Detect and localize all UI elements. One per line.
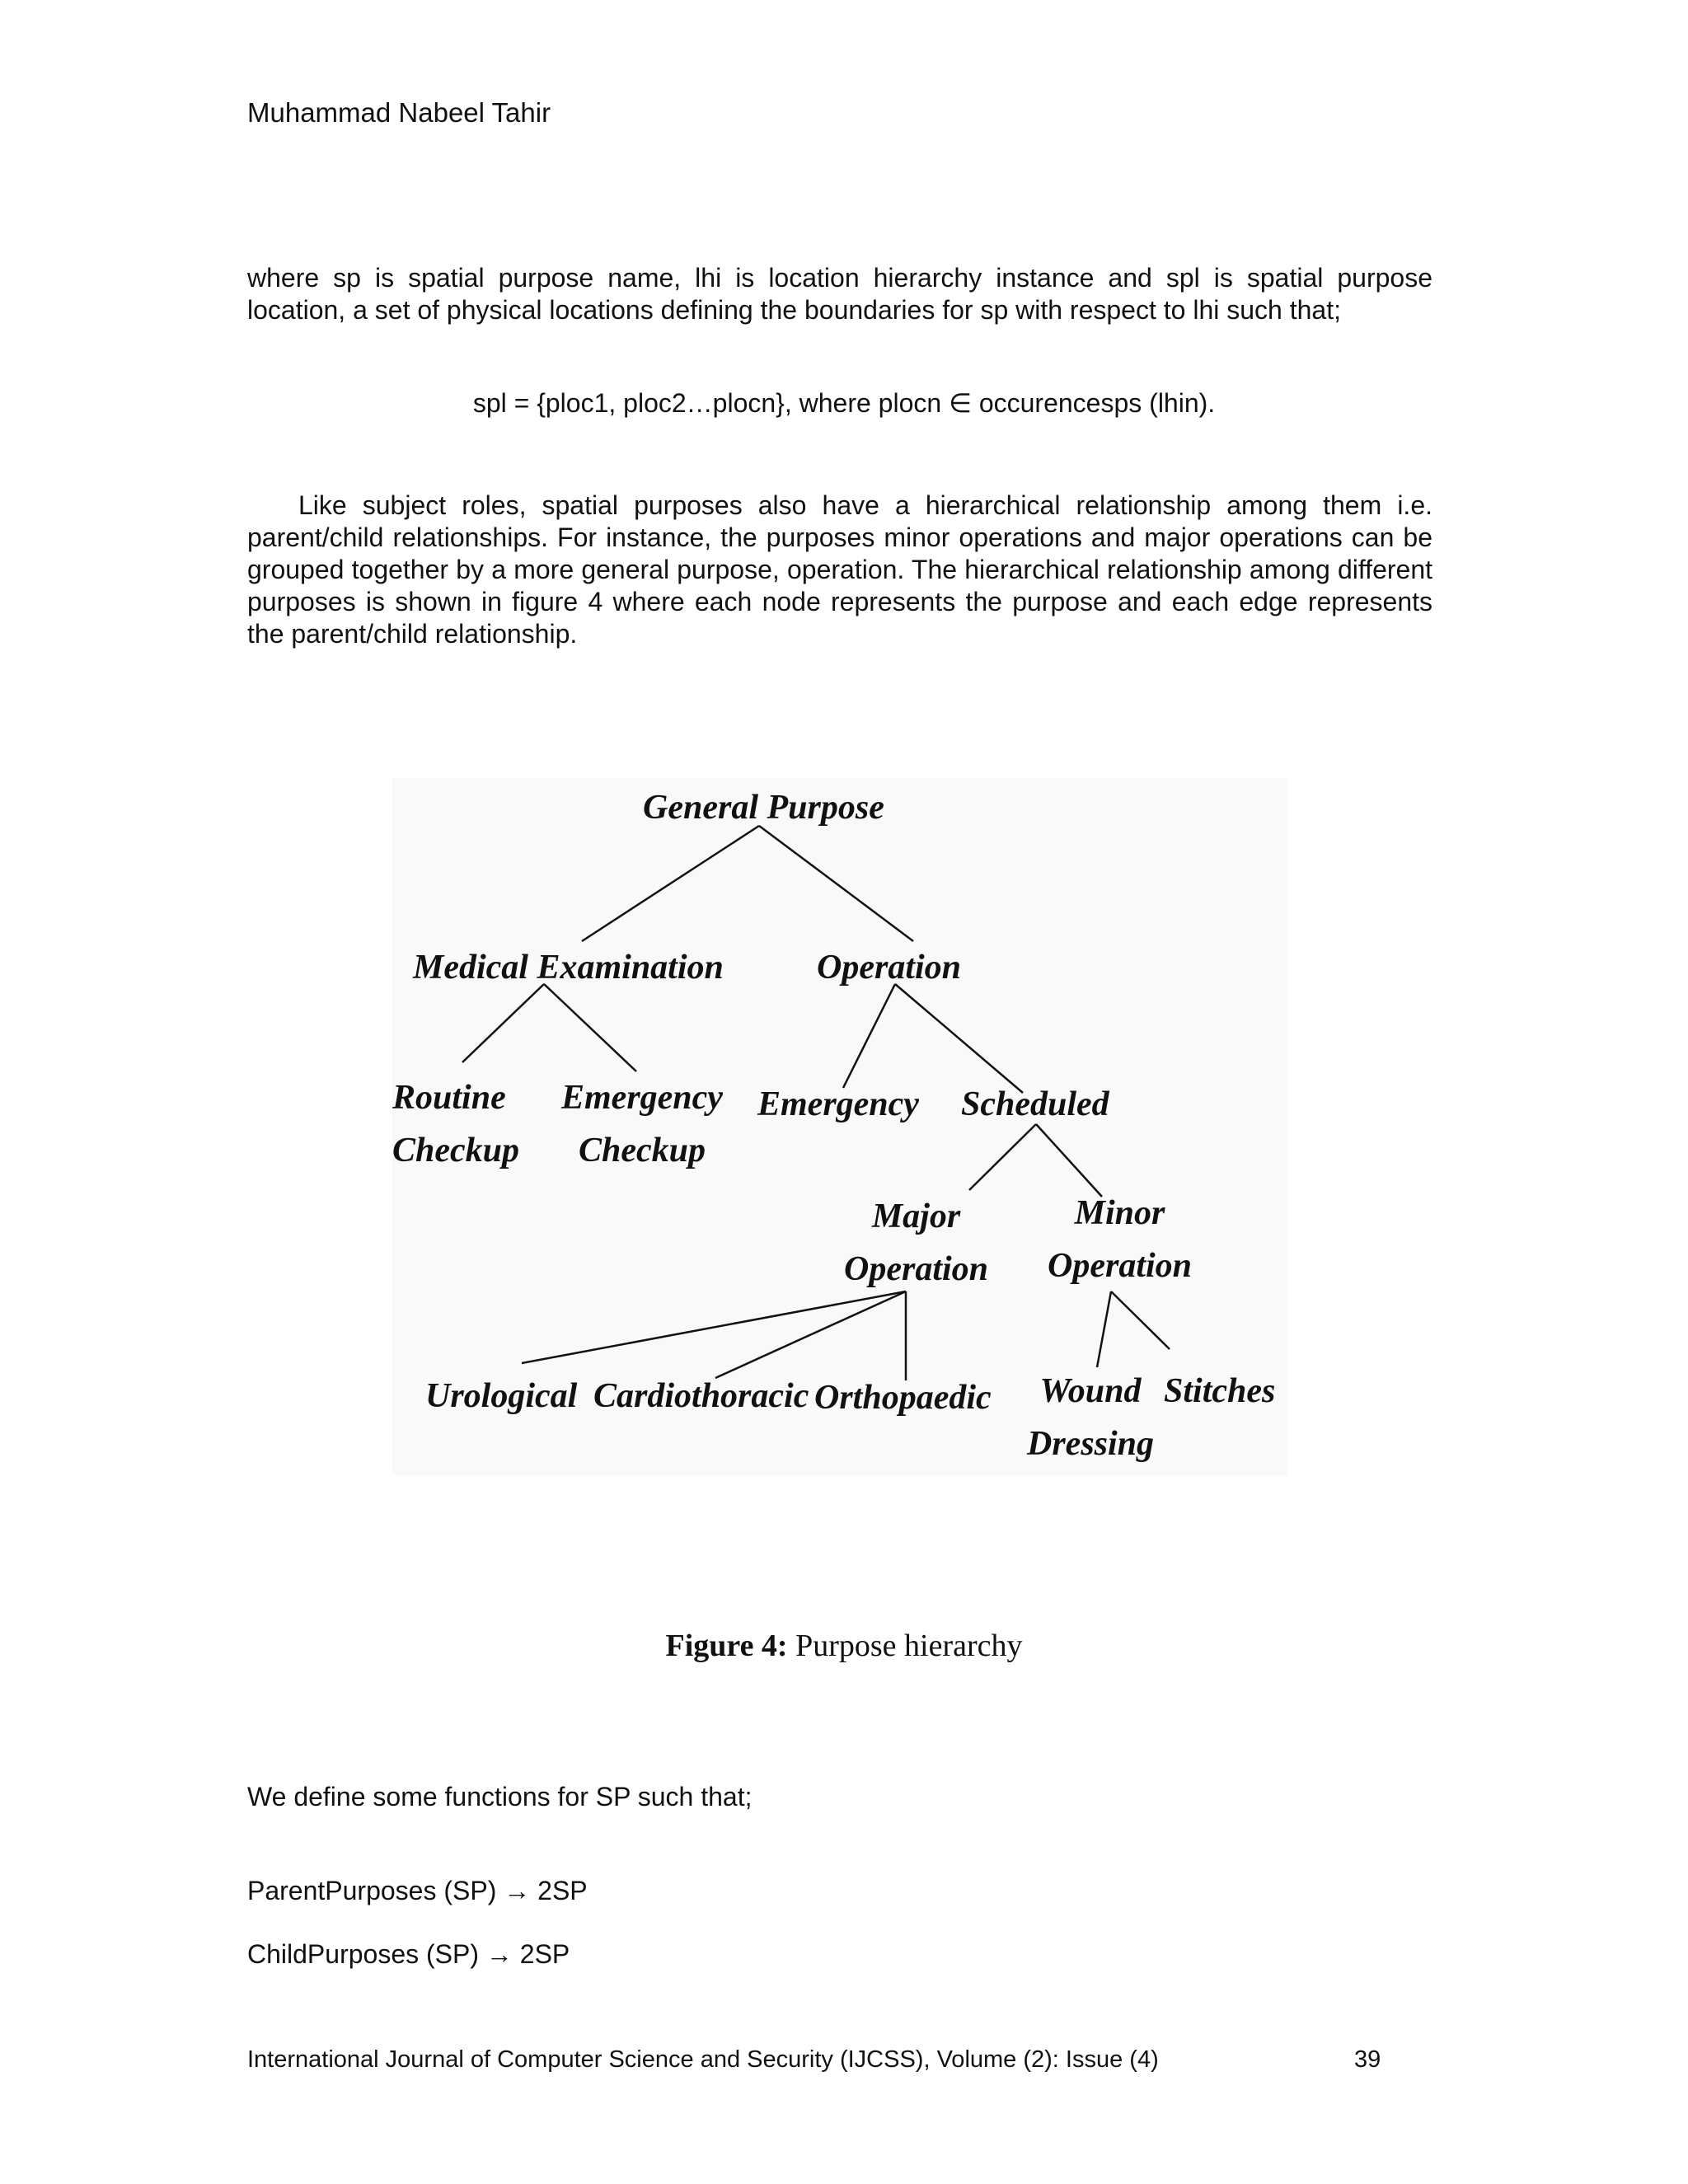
node-general-purpose: General Purpose	[643, 789, 884, 827]
edge-medical-emergency-checkup	[544, 984, 636, 1071]
node-wound-dressing	[1027, 1365, 1154, 1470]
edge-scheduled-minor	[1036, 1124, 1102, 1197]
node-urological: Urological	[425, 1377, 578, 1415]
edge-operation-emergency	[843, 984, 895, 1088]
edge-minor-stitches	[1111, 1291, 1170, 1349]
running-header-author: Muhammad Nabeel Tahir	[247, 97, 551, 128]
edge-medical-routine	[462, 984, 544, 1062]
edge-general-operation	[759, 826, 913, 941]
node-minor-operation-line1: Minor	[1074, 1194, 1165, 1232]
node-emergency-checkup-line2: Checkup	[578, 1132, 706, 1169]
node-major-operation-line1: Major	[871, 1197, 961, 1235]
node-routine-checkup-line2: Checkup	[392, 1132, 520, 1169]
node-emergency-checkup	[561, 1071, 723, 1177]
function-child-purposes: ChildPurposes (SP) → 2SP	[247, 1939, 570, 1969]
purpose-hierarchy-figure	[392, 778, 1287, 1475]
edge-major-cardiothoracic	[715, 1291, 906, 1378]
node-emergency-checkup-line1: Emergency	[561, 1079, 723, 1117]
paragraph-purpose-hierarchy: Like subject roles, spatial purposes also have a hierarchical relationship among them i.e. parent/child relationships. For instance, the purposes minor operations and major operations can be grouped together by a more general purpose, operation. The hierarchical relationship among different purposes is shown in figure 4 where each node represents the purpose and each edge represents the parent/child relationship.	[247, 490, 1432, 649]
node-cardiothoracic: Cardiothoracic	[593, 1377, 809, 1415]
spl-formula: spl = {ploc1, ploc2…plocn}, where plocn ∈ occurencesps (lhin).	[472, 388, 1216, 418]
functions-intro: We define some functions for SP such that;	[247, 1782, 753, 1811]
node-wound-dressing-line1: Wound	[1039, 1372, 1142, 1410]
node-routine-checkup	[392, 1071, 519, 1177]
edge-minor-wound	[1097, 1291, 1111, 1367]
footer-page-number: 39	[1354, 2046, 1381, 2073]
node-minor-operation-line2: Operation	[1048, 1247, 1193, 1285]
node-routine-checkup-line1: Routine	[392, 1079, 506, 1117]
node-minor-operation	[1048, 1187, 1192, 1292]
node-wound-dressing-line2: Dressing	[1027, 1425, 1155, 1463]
footer-journal: International Journal of Computer Science and Security (IJCSS), Volume (2): Issue (4)	[247, 2046, 1159, 2073]
node-medical-examination: Medical Examination	[413, 949, 724, 987]
paragraph-spatial-purpose-definition: where sp is spatial purpose name, lhi is location hierarchy instance and spl is spatial purpose location, a set of physical locations defining the boundaries for sp with respect to lhi such that;	[247, 263, 1432, 325]
node-major-operation-line2: Operation	[844, 1250, 989, 1288]
edge-major-urological	[522, 1291, 906, 1363]
figure-caption-text: Purpose hierarchy	[795, 1629, 1023, 1663]
figure-caption-label: Figure 4:	[665, 1629, 788, 1663]
figure-caption	[0, 1628, 1688, 1664]
edge-scheduled-major	[969, 1124, 1036, 1190]
node-major-operation	[844, 1190, 988, 1296]
edge-general-medical	[582, 826, 759, 941]
node-orthopaedic: Orthopaedic	[814, 1379, 992, 1417]
node-operation: Operation	[817, 949, 962, 987]
node-scheduled: Scheduled	[961, 1085, 1109, 1123]
node-emergency: Emergency	[757, 1085, 919, 1123]
function-parent-purposes: ParentPurposes (SP) → 2SP	[247, 1876, 588, 1905]
edge-operation-scheduled	[895, 984, 1023, 1093]
node-stitches: Stitches	[1164, 1372, 1276, 1410]
